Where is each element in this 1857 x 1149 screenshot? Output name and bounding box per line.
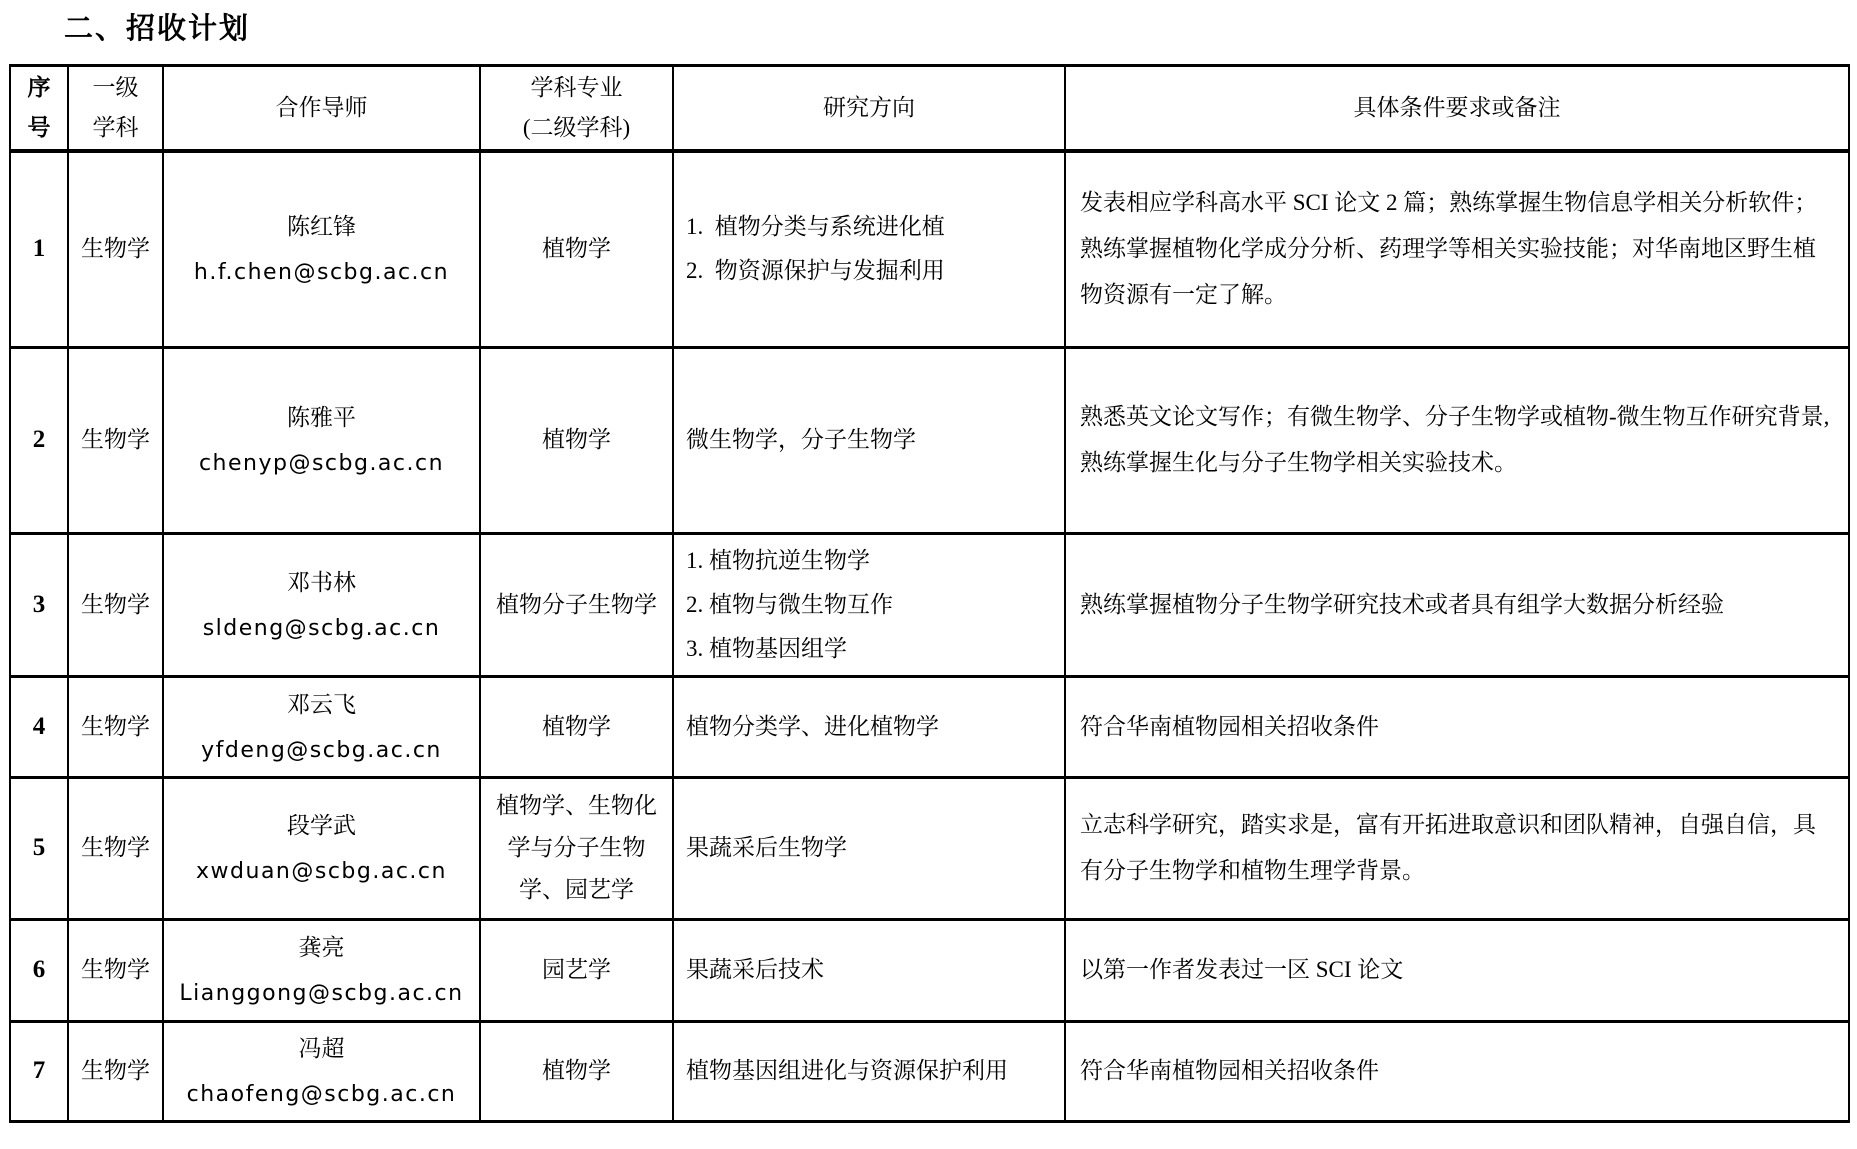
serial-number-cell: 7 <box>10 1021 68 1121</box>
serial-number-cell: 4 <box>10 676 68 777</box>
header-first-level-discipline: 一级 学科 <box>68 66 163 152</box>
mentor-name: 段学武 <box>287 813 356 838</box>
mentor-cell <box>163 777 480 919</box>
specialty-cell: 植物学 <box>480 347 673 533</box>
discipline-cell: 生物学 <box>68 151 163 347</box>
discipline-cell: 生物学 <box>68 347 163 533</box>
specialty-cell: 植物学 <box>480 676 673 777</box>
requirements-cell: 立志科学研究，踏实求是，富有开拓进取意识和团队精神，自强自信，具有分子生物学和植物生理学背景。 <box>1065 777 1849 919</box>
research-direction-cell: 果蔬采后生物学 <box>673 777 1065 919</box>
table-row <box>10 151 1849 347</box>
table-row <box>10 777 1849 919</box>
table-row <box>10 347 1849 533</box>
discipline-cell: 生物学 <box>68 533 163 676</box>
research-direction-cell: 果蔬采后技术 <box>673 919 1065 1021</box>
research-direction-cell: 1. 植物分类与系统进化植 2. 物资源保护与发掘利用 <box>673 151 1065 347</box>
requirements-cell: 符合华南植物园相关招收条件 <box>1065 1021 1849 1121</box>
mentor-email: Lianggong@scbg.ac.cn <box>179 981 464 1006</box>
mentor-email: xwduan@scbg.ac.cn <box>196 859 447 884</box>
requirements-cell: 符合华南植物园相关招收条件 <box>1065 676 1849 777</box>
requirements-cell: 以第一作者发表过一区 SCI 论文 <box>1065 919 1849 1021</box>
research-direction-cell: 植物分类学、进化植物学 <box>673 676 1065 777</box>
mentor-name: 陈雅平 <box>287 405 356 430</box>
header-requirements: 具体条件要求或备注 <box>1065 66 1849 152</box>
recruitment-plan-table <box>9 64 1850 1123</box>
header-serial-number: 序 号 <box>10 66 68 152</box>
table-header-row <box>10 66 1849 152</box>
discipline-cell: 生物学 <box>68 1021 163 1121</box>
mentor-email: sldeng@scbg.ac.cn <box>202 615 441 641</box>
serial-number-cell: 6 <box>10 919 68 1021</box>
header-cooperating-mentor: 合作导师 <box>163 66 480 152</box>
requirements-cell: 熟悉英文论文写作；有微生物学、分子生物学或植物-微生物互作研究背景, 熟练掌握生化与分子生物学相关实验技术。 <box>1065 347 1849 533</box>
specialty-cell: 园艺学 <box>480 919 673 1021</box>
table-row <box>10 533 1849 676</box>
specialty-cell: 植物分子生物学 <box>480 533 673 676</box>
requirements-cell: 熟练掌握植物分子生物学研究技术或者具有组学大数据分析经验 <box>1065 533 1849 676</box>
serial-number-cell: 3 <box>10 533 68 676</box>
table-row <box>10 1021 1849 1121</box>
research-direction-cell: 微生物学，分子生物学 <box>673 347 1065 533</box>
research-direction-cell: 1. 植物抗逆生物学 2. 植物与微生物互作 3. 植物基因组学 <box>673 533 1065 676</box>
mentor-email: chenyp@scbg.ac.cn <box>198 451 445 476</box>
mentor-cell <box>163 676 480 777</box>
mentor-cell <box>163 151 480 347</box>
table-row <box>10 919 1849 1021</box>
serial-number-cell: 1 <box>10 151 68 347</box>
mentor-name: 龚亮 <box>298 935 345 960</box>
requirements-cell: 发表相应学科高水平 SCI 论文 2 篇；熟练掌握生物信息学相关分析软件；熟练掌握植物化学成分分析、药理学等相关实验技能；对华南地区野生植物资源有一定了解。 <box>1065 151 1849 347</box>
mentor-email: chaofeng@scbg.ac.cn <box>186 1082 457 1107</box>
mentor-cell <box>163 347 480 533</box>
discipline-cell: 生物学 <box>68 676 163 777</box>
mentor-cell <box>163 1021 480 1121</box>
mentor-name: 冯超 <box>298 1036 345 1061</box>
table-row <box>10 676 1849 777</box>
research-direction-cell: 植物基因组进化与资源保护利用 <box>673 1021 1065 1121</box>
serial-number-cell: 2 <box>10 347 68 533</box>
mentor-name: 邓书林 <box>287 569 356 595</box>
mentor-cell <box>163 533 480 676</box>
mentor-email: yfdeng@scbg.ac.cn <box>201 737 442 763</box>
serial-number-cell: 5 <box>10 777 68 919</box>
table-body <box>10 151 1849 1121</box>
mentor-email: h.f.chen@scbg.ac.cn <box>193 260 450 286</box>
discipline-cell: 生物学 <box>68 777 163 919</box>
specialty-cell: 植物学 <box>480 151 673 347</box>
specialty-cell: 植物学 <box>480 1021 673 1121</box>
mentor-name: 陈红锋 <box>287 214 356 240</box>
page-title: 二、招收计划 <box>64 13 251 45</box>
mentor-cell <box>163 919 480 1021</box>
header-research-direction: 研究方向 <box>673 66 1065 152</box>
specialty-cell: 植物学、生物化学与分子生物学、园艺学 <box>480 777 673 919</box>
discipline-cell: 生物学 <box>68 919 163 1021</box>
header-specialty: 学科专业 (二级学科) <box>480 66 673 152</box>
mentor-name: 邓云飞 <box>287 691 356 717</box>
